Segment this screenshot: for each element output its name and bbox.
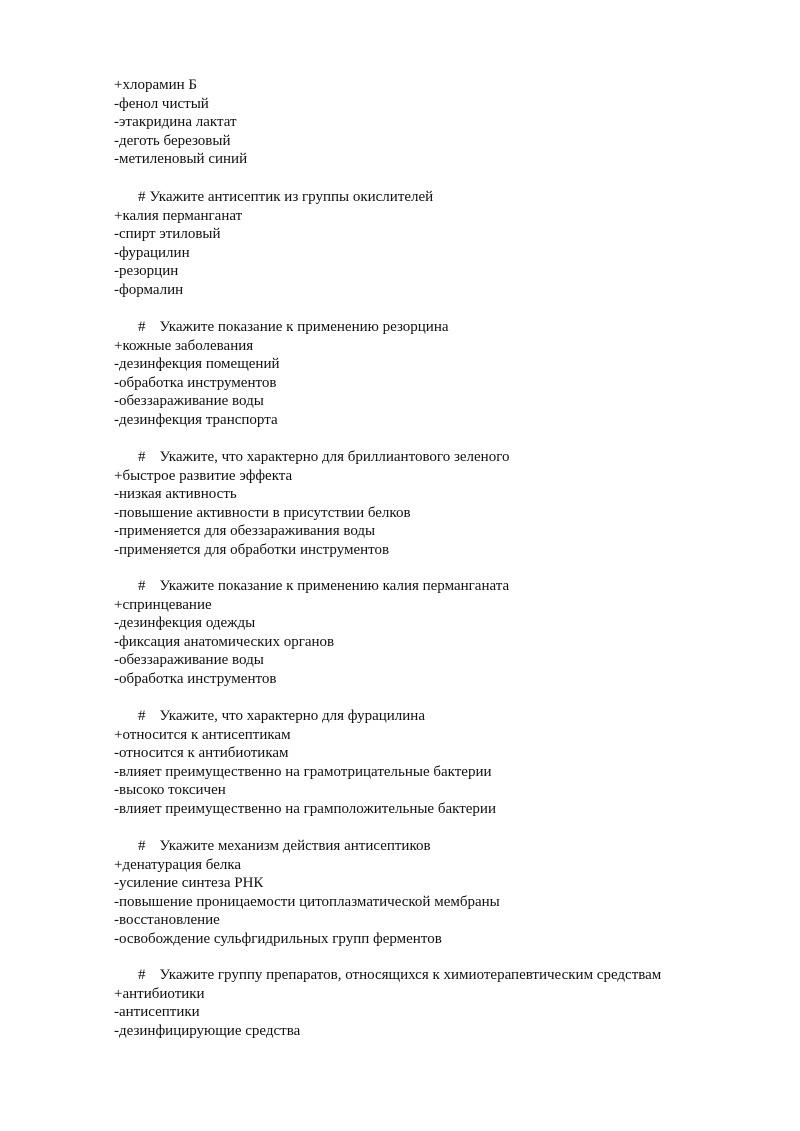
answer-option: -применяется для обработки инструментов xyxy=(114,541,390,558)
answer-option: +калия перманганат xyxy=(114,207,243,224)
answer-option: +относится к антисептикам xyxy=(114,726,291,743)
question-heading xyxy=(114,318,754,337)
answer-option: -спирт этиловый xyxy=(114,226,221,243)
answer-option: -формалин xyxy=(114,281,184,298)
answer-option: -восстановление xyxy=(114,912,220,929)
question-block xyxy=(114,448,754,560)
question-mark: # xyxy=(138,319,146,335)
answer-option: -фенол чистый xyxy=(114,95,209,112)
answer-option: +хлорамин Б xyxy=(114,77,198,93)
question-mark: # xyxy=(138,967,146,983)
answer-option: -повышение активности в присутствии белков xyxy=(114,504,411,521)
question-block xyxy=(114,577,754,689)
answer-option: -усиление синтеза РНК xyxy=(114,875,264,892)
answer-option: -высоко токсичен xyxy=(114,782,226,799)
answer-option: -обработка инструментов xyxy=(114,670,277,687)
question-text: Укажите антисептик из группы окислителей xyxy=(149,189,434,205)
question-mark: # xyxy=(138,578,146,594)
answer-option: -дезинфекция одежды xyxy=(114,615,256,632)
answer-option: -относится к антибиотикам xyxy=(114,745,289,762)
answer-option: +антибиотики xyxy=(114,985,205,1002)
question-block xyxy=(114,966,754,1040)
question-text: Укажите механизм действия антисептиков xyxy=(159,838,431,854)
question-mark: # xyxy=(138,708,146,724)
answer-option: -фиксация анатомических органов xyxy=(114,633,335,650)
question-heading xyxy=(114,966,754,985)
question-block xyxy=(114,837,754,949)
question-text: Укажите показание к применению резорцина xyxy=(159,319,449,335)
question-mark: # xyxy=(138,838,146,854)
answer-option: -влияет преимущественно на грамотрицательные бактерии xyxy=(114,763,492,780)
answer-option: -обеззараживание воды xyxy=(114,652,264,669)
question-heading xyxy=(114,188,754,207)
question-heading xyxy=(114,707,754,726)
answer-list-intro xyxy=(114,76,754,169)
question-text: Укажите, что характерно для фурацилина xyxy=(159,708,425,724)
answer-option: -резорцин xyxy=(114,263,179,280)
answer-option: -фурацилин xyxy=(114,244,190,261)
answer-option: +спринцевание xyxy=(114,596,212,613)
answer-option: -дезинфекция транспорта xyxy=(114,411,278,428)
answer-option: -влияет преимущественно на грамположительные бактерии xyxy=(114,800,496,817)
question-heading xyxy=(114,448,754,467)
question-text: Укажите, что характерно для бриллиантового зеленого xyxy=(159,449,510,465)
answer-option: -применяется для обеззараживания воды xyxy=(114,523,376,540)
answer-option: -деготь березовый xyxy=(114,132,231,149)
answer-option: -низкая активность xyxy=(114,486,237,503)
question-block xyxy=(114,707,754,819)
answer-option: -обеззараживание воды xyxy=(114,393,264,410)
question-block xyxy=(114,188,754,300)
question-block xyxy=(114,318,754,430)
answer-option: -этакридина лактат xyxy=(114,114,237,131)
question-text: Укажите группу препаратов, относящихся к химиотерапевтическим средствам xyxy=(159,967,662,983)
answer-option: -антисептики xyxy=(114,1004,200,1021)
question-text: Укажите показание к применению калия перманганата xyxy=(159,578,510,594)
answer-option: -дезинфицирующие средства xyxy=(114,1022,301,1039)
answer-option: +денатурация белка xyxy=(114,856,242,873)
answer-option: +быстрое развитие эффекта xyxy=(114,467,293,484)
answer-option: +кожные заболевания xyxy=(114,337,254,354)
question-mark: # xyxy=(138,189,146,205)
answer-option: -дезинфекция помещений xyxy=(114,356,280,373)
question-mark: # xyxy=(138,449,146,465)
answer-option: -повышение проницаемости цитоплазматической мембраны xyxy=(114,893,500,910)
answer-option: -освобождение сульфгидрильных групп ферментов xyxy=(114,930,442,947)
answer-option: -обработка инструментов xyxy=(114,374,277,391)
answer-option: -метиленовый синий xyxy=(114,151,248,168)
question-heading xyxy=(114,577,754,596)
question-heading xyxy=(114,837,754,856)
